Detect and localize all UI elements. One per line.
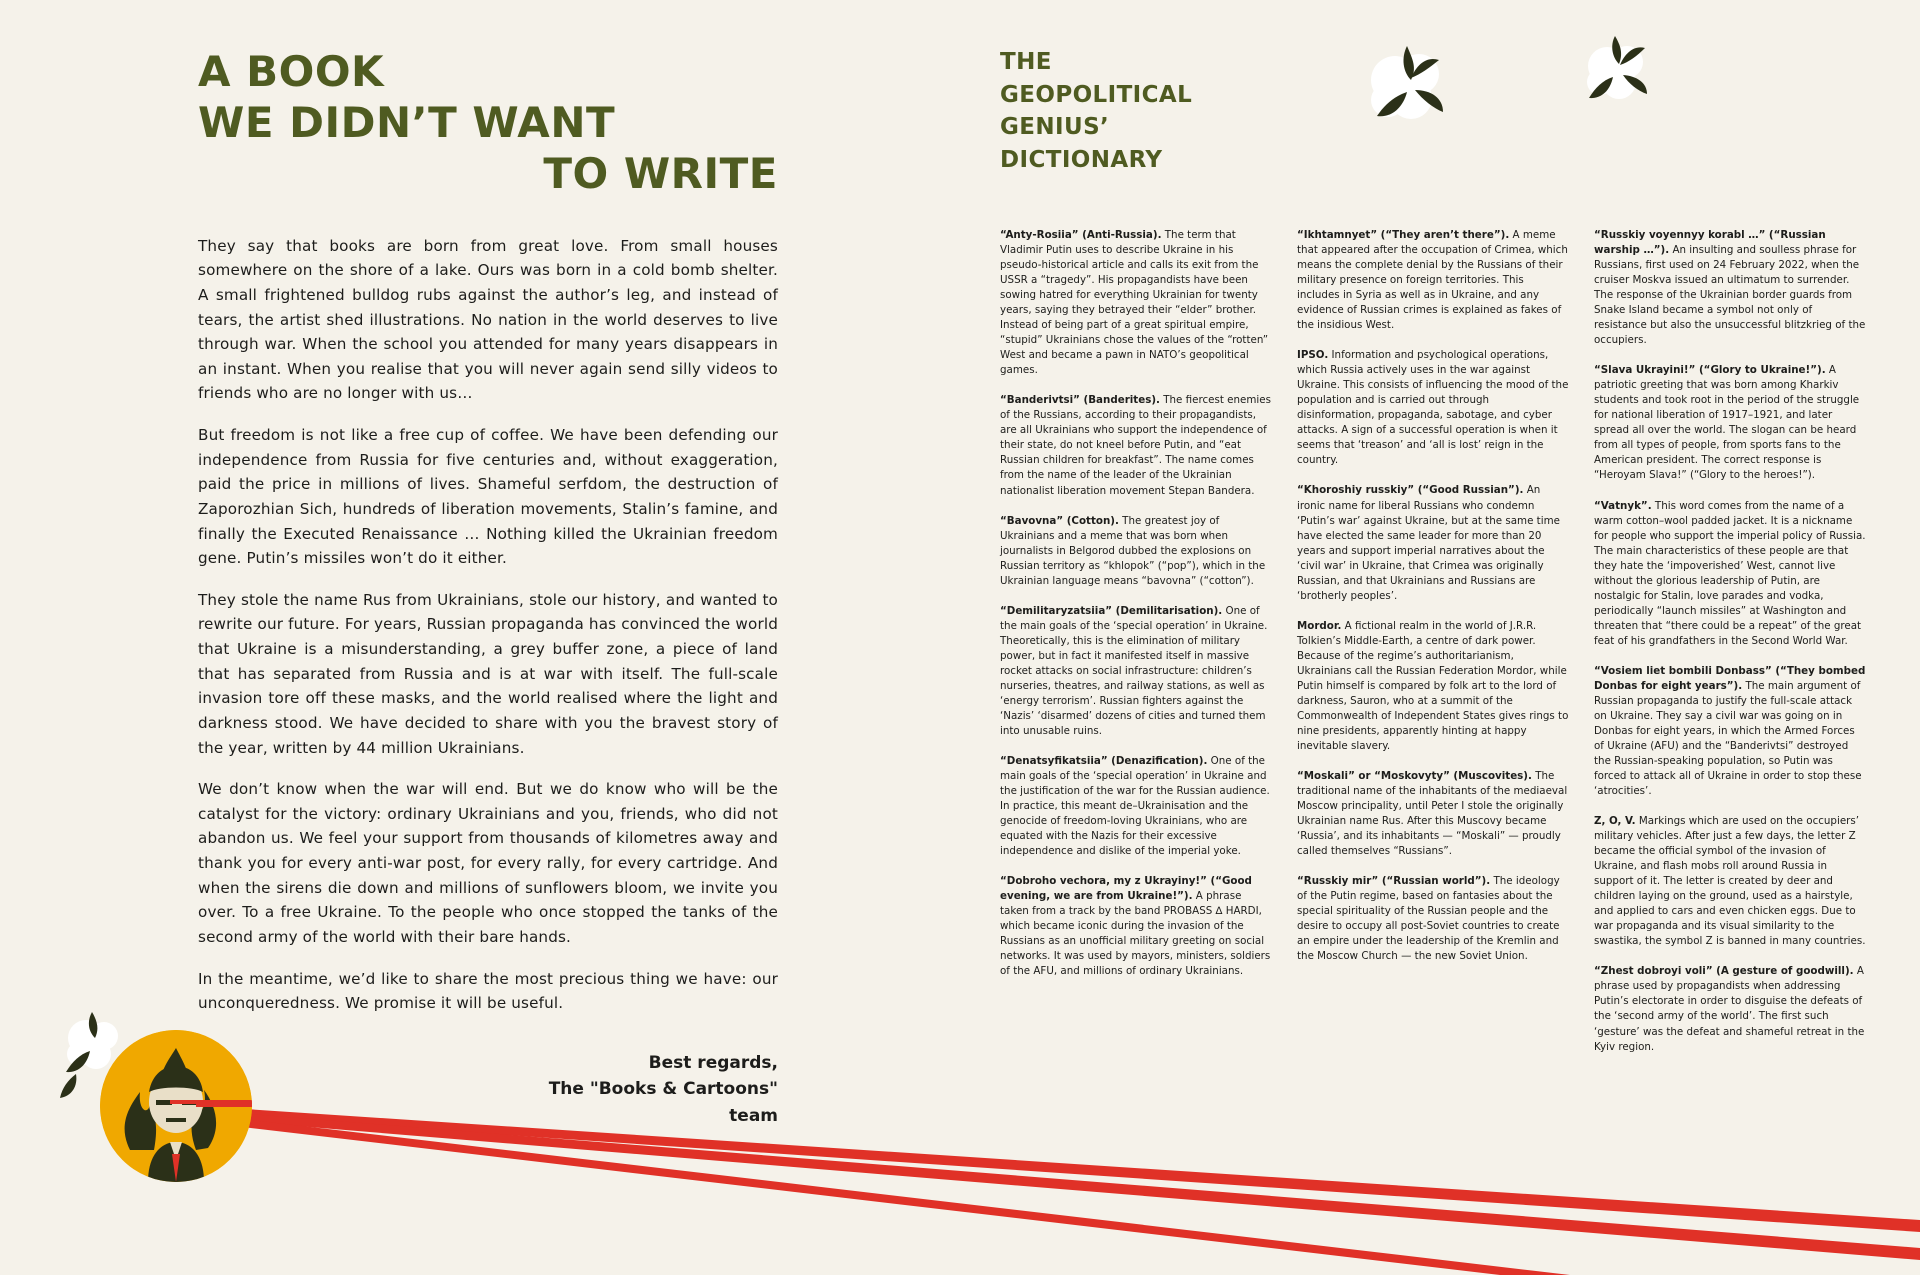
entry-text: The fiercest enemies of the Russians, according to their propagandists, are all Ukrainians who support the independence of their state, do not kneel before Putin, and “eat Russian children for breakfast”. The name comes from the name of the leader of the Ukrainian nationalist liberation movement Stepan Bandera.	[1000, 394, 1271, 497]
headline-line-1: A BOOK	[198, 47, 385, 96]
signature-line-1: Best regards,	[648, 1052, 778, 1073]
dictionary-entry	[1297, 769, 1569, 859]
entry-term: “Dobroho vechora, my z Ukrayiny!” (“Good evening, we are from Ukraine!”).	[1000, 875, 1252, 903]
entry-text: The term that Vladimir Putin uses to describe Ukraine in his pseudo-historical article and calls its exit from the USSR a “tragedy”. His propagandists have been sowing hatred for everything Ukrainian for twenty years, saying they betrayed their “elder” brother. Instead of being part of a great spiritual empire, “stupid” Ukrainians chose the values of the “rotten” West and became a pawn in NATO’s geopolitical games.	[1000, 229, 1269, 377]
entry-term: “Bavovna” (Cotton).	[1000, 514, 1119, 527]
entry-term: “Anty-Rosiia” (Anti-Russia).	[1000, 229, 1162, 241]
entry-text: A phrase used by propagandists when addressing Putin’s electorate in order to disguise the defeats of the ‘second army of the world’. The first such ‘gesture’ was the defeat and shameful retreat in the Kyiv region.	[1594, 965, 1865, 1053]
entry-text: A meme that appeared after the occupation of Crimea, which means the complete denial by the Russians of their military presence on foreign territories. This includes in Syria as well as in Ukraine, and any evidence of Russian crimes is explained as fakes of the insidious West.	[1297, 229, 1568, 332]
dictionary-entry	[1297, 228, 1569, 333]
cotton-icon	[1355, 38, 1465, 148]
left-column	[198, 46, 778, 1129]
entry-term: “Slava Ukrayini!” (“Glory to Ukraine!”).	[1594, 364, 1826, 377]
entry-term: “Vatnyk”.	[1594, 499, 1652, 512]
entry-text: One of the main goals of the ‘special operation’ in Ukraine and the justification of the war for the Russian audience. In practice, this meant de–Ukrainisation and the genocide of freedom-loving Ukrainians, who are equated with the Nazis for their excessive independence and dislike of the imperial yoke.	[1000, 754, 1270, 858]
entry-text: The greatest joy of Ukrainians and a meme that was born when journalists in Belgorod dubbed the explosions on Russian territory as “khlopok” (“pop”), which in the Ukrainian language means “bavovna” (“cotton”).	[1000, 514, 1266, 587]
entry-text: Markings which are used on the occupiers’ military vehicles. After just a few days, the letter Z became the official symbol of the invasion of Ukraine, and flash mobs roll around Russia in support of it. The letter is created by deer and children laying on the ground, used as a hairstyle, and applied to cars and even chicken eggs. Due to war propaganda and its visual similarity to the swastika, the symbol Z is banned in many countries.	[1594, 815, 1866, 948]
entry-text: A patriotic greeting that was born among Kharkiv students and took root in the period of the struggle for national liberation of 1917–1921, and later spread all over the world. The slogan can be heard from all types of people, from sports fans to the American president. The correct response is “Heroyam Slava!” (“Glory to the heroes!”).	[1594, 364, 1860, 482]
entry-text: The ideology of the Putin regime, based on fantasies about the special spirituality of the Russian people and the desire to occupy all post-Soviet countries to create an empire under the leadership of the Kremlin and the Moscow Church — the new Soviet Union.	[1297, 875, 1560, 963]
entry-term: “Demilitaryzatsiia” (Demilitarisation).	[1000, 604, 1223, 617]
intro-paragraph: They stole the name Rus from Ukrainians, stole our history, and wanted to rewrite our future. For years, Russian propaganda has convinced the world that Ukraine is a misunderstanding, a grey buffer zone, a piece of land that has separated from Russia and is at war with itself. The full-scale invasion tore off these masks, and the world realised where the light and darkness stood. We have decided to share with you the bravest story of the year, written by 44 million Ukrainians.	[198, 590, 778, 757]
dictionary-entry	[1000, 228, 1272, 378]
entry-term: IPSO.	[1297, 349, 1329, 362]
entry-term: “Vosiem liet bombili Donbass” (“They bombed Donbas for eight years”).	[1594, 664, 1866, 692]
entry-term: “Moskali” or “Moskovyty” (Muscovites).	[1297, 770, 1532, 782]
signature-line-2: The "Books & Cartoons"	[548, 1079, 778, 1100]
page-title	[198, 46, 778, 200]
entry-term: “Ikhtamnyet” (“They aren’t there”).	[1297, 229, 1510, 241]
intro-paragraph: They say that books are born from great love. From small houses somewhere on the shore of a lake. Ours was born in a cold bomb shelter. A small frightened bulldog rubs against the author’s leg, and instead of tears, the artist shed illustrations. No nation in the world deserves to live through war. When the school you attended for many years disappears in an instant. When you realise that you will never again send silly videos to friends who are no longer with us…	[198, 236, 778, 403]
dictionary-entry	[1297, 619, 1569, 754]
entry-text: One of the main goals of the ‘special operation’ in Ukraine. Theoretically, this is the elimination of military power, but in fact it manifested itself in massive rocket attacks on social infrastructure: children’s nurseries, theatres, and railway stations, as well as ‘energy terrorism’. Russian fighters against the ‘Nazis’ ‘disarmed’ dozens of cities and turned them into unusable ruins.	[1000, 604, 1268, 737]
dictionary-entry	[1594, 964, 1866, 1054]
dictionary-entry	[1000, 754, 1272, 859]
entry-text: A phrase taken from a track by the band PROBASS ∆ HARDI, which became iconic during the invasion of the Russians as an unofficial military greeting on social networks. It was used by mayors, ministers, soldiers of the AFU, and millions of ordinary Ukrainians.	[1000, 890, 1271, 978]
dictionary-column-1	[1000, 228, 1272, 1070]
dictionary-entry	[1000, 514, 1272, 589]
entry-term: “Zhest dobroyi voli” (A gesture of goodwill).	[1594, 965, 1854, 978]
dictionary-title-line-4: DICTIONARY	[1000, 146, 1163, 173]
dictionary-entry	[1297, 483, 1569, 603]
dictionary-entry	[1594, 814, 1866, 949]
entry-term: “Khoroshiy russkiy” (“Good Russian”).	[1297, 484, 1524, 497]
dictionary-entry	[1000, 393, 1272, 498]
dictionary-title-line-2: GEOPOLITICAL	[1000, 81, 1193, 108]
entry-term: Mordor.	[1297, 619, 1342, 632]
dictionary-title-line-3: GENIUS’	[1000, 114, 1110, 141]
dictionary-entry	[1297, 874, 1569, 964]
dictionary-column-2	[1297, 228, 1569, 1070]
dictionary-entry	[1000, 874, 1272, 979]
entry-term: Z, O, V.	[1594, 815, 1636, 828]
entry-text: The traditional name of the inhabitants of the mediaeval Moscow principality, until Peter I stole the originally Ukrainian name Rus. After this Muscovy became ‘Russia’, and its inhabitants — “Moskali” — proudly called themselves “Russians”.	[1297, 770, 1568, 858]
dictionary-columns	[1000, 228, 1870, 1070]
signature-line-3: team	[729, 1105, 778, 1126]
dictionary-entry	[1594, 363, 1866, 483]
dictionary-entry	[1297, 348, 1569, 468]
burning-portrait-icon	[100, 1030, 252, 1182]
entry-text: This word comes from the name of a warm cotton–wool padded jacket. It is a nickname for people who support the imperial policy of Russia. The main characteristics of these people are that they hate the ‘impoverished’ West, cannot live without the glorious leadership of Putin, are nostalgic for Stalin, love parades and vodka, periodically “launch missiles” at Washington and threaten that “there could be a repeat” of the great feat of his grandfathers in the Second World War.	[1594, 499, 1866, 647]
intro-paragraph: In the meantime, we’d like to share the most precious thing we have: our unconqueredness. We promise it will be useful.	[198, 969, 778, 1013]
dictionary-entry	[1594, 228, 1866, 348]
entry-term: “Russkiy mir” (“Russian world”).	[1297, 875, 1491, 888]
entry-text: Information and psychological operations, which Russia actively uses in the war against Ukraine. This consists of influencing the mood of the population and is carried out through disinformation, propaganda, sabotage, and cyber attacks. A sign of a successful operation is when it seems that ‘treason’ and ‘all is lost’ reign in the country.	[1297, 349, 1569, 467]
dictionary-column-3	[1594, 228, 1866, 1070]
entry-term: “Russkiy voyennyy korabl …” (“Russian warship …”).	[1594, 229, 1826, 257]
headline-line-2: WE DIDN’T WANT	[198, 98, 616, 148]
entry-text: A fictional realm in the world of J.R.R. Tolkien’s Middle-Earth, a centre of dark power. Because of the regime’s authoritarianism, Ukrainians call the Russian Federation Mordor, while Putin himself is compared by folk art to the lord of darkness, Sauron, who at a summit of the Commonwealth of Independent States gives rings to nine presidents, apparently hinting at happy inevitable slavery.	[1297, 619, 1569, 752]
entry-term: “Banderivtsi” (Banderites).	[1000, 394, 1160, 407]
dictionary-entry	[1000, 604, 1272, 739]
dictionary-entry	[1594, 499, 1866, 649]
entry-text: An insulting and soulless phrase for Russians, first used on 24 February 2022, when the cruiser Moskva issued an ultimatum to surrender. The response of the Ukrainian border guards from Snake Island became a symbol not only of resistance but also the unsuccessful blitzkrieg of the occupiers.	[1594, 244, 1866, 347]
entry-text: An ironic name for liberal Russians who condemn ‘Putin’s war’ against Ukraine, but at the same time have elected the same leader for more than 20 years and support imperial narratives about the ‘civil war’ in Ukraine, that Crimea was originally Russian, and that Ukrainians and Russians are ‘brotherly peoples’.	[1297, 484, 1560, 602]
red-laser-beams-icon	[200, 1080, 1920, 1275]
headline-line-3: TO WRITE	[543, 149, 778, 199]
dictionary-title	[1000, 46, 1270, 177]
dictionary-entry	[1594, 664, 1866, 799]
entry-text: The main argument of Russian propaganda to justify the full-scale attack on Ukraine. They say a civil war was going on in Donbas for eight years, in which the Armed Forces of Ukraine (AFU) and the “Banderivtsi” destroyed the Russian-speaking population, so Putin was forced to attack all of Ukraine in order to stop these ‘atrocities’.	[1594, 679, 1862, 798]
entry-term: “Denatsyfikatsiia” (Denazification).	[1000, 754, 1208, 767]
dictionary-title-line-1: THE	[1000, 49, 1052, 75]
cotton-icon	[1575, 32, 1655, 110]
intro-paragraph: We don’t know when the war will end. But we do know who will be the catalyst for the victory: ordinary Ukrainians and you, friends, who did not abandon us. We feel your support from thousands of kilometres away and thank you for every anti-war post, for every rally, for every cartridge. And when the sirens die down and millions of sunflowers bloom, we invite you over. To a free Ukraine. To the people who once stopped the tanks of the second army of the world with their bare hands.	[198, 780, 778, 946]
intro-paragraph: But freedom is not like a free cup of coffee. We have been defending our independence from Russia for five centuries and, without exaggeration, paid the price in millions of lives. Shameful serfdom, the destruction of Zaporozhian Sich, hundreds of liberation movements, Stalin’s famine, and finally the Executed Renaissance … Nothing killed the Ukrainian freedom gene. Putin’s missiles won’t do it either.	[198, 426, 778, 568]
